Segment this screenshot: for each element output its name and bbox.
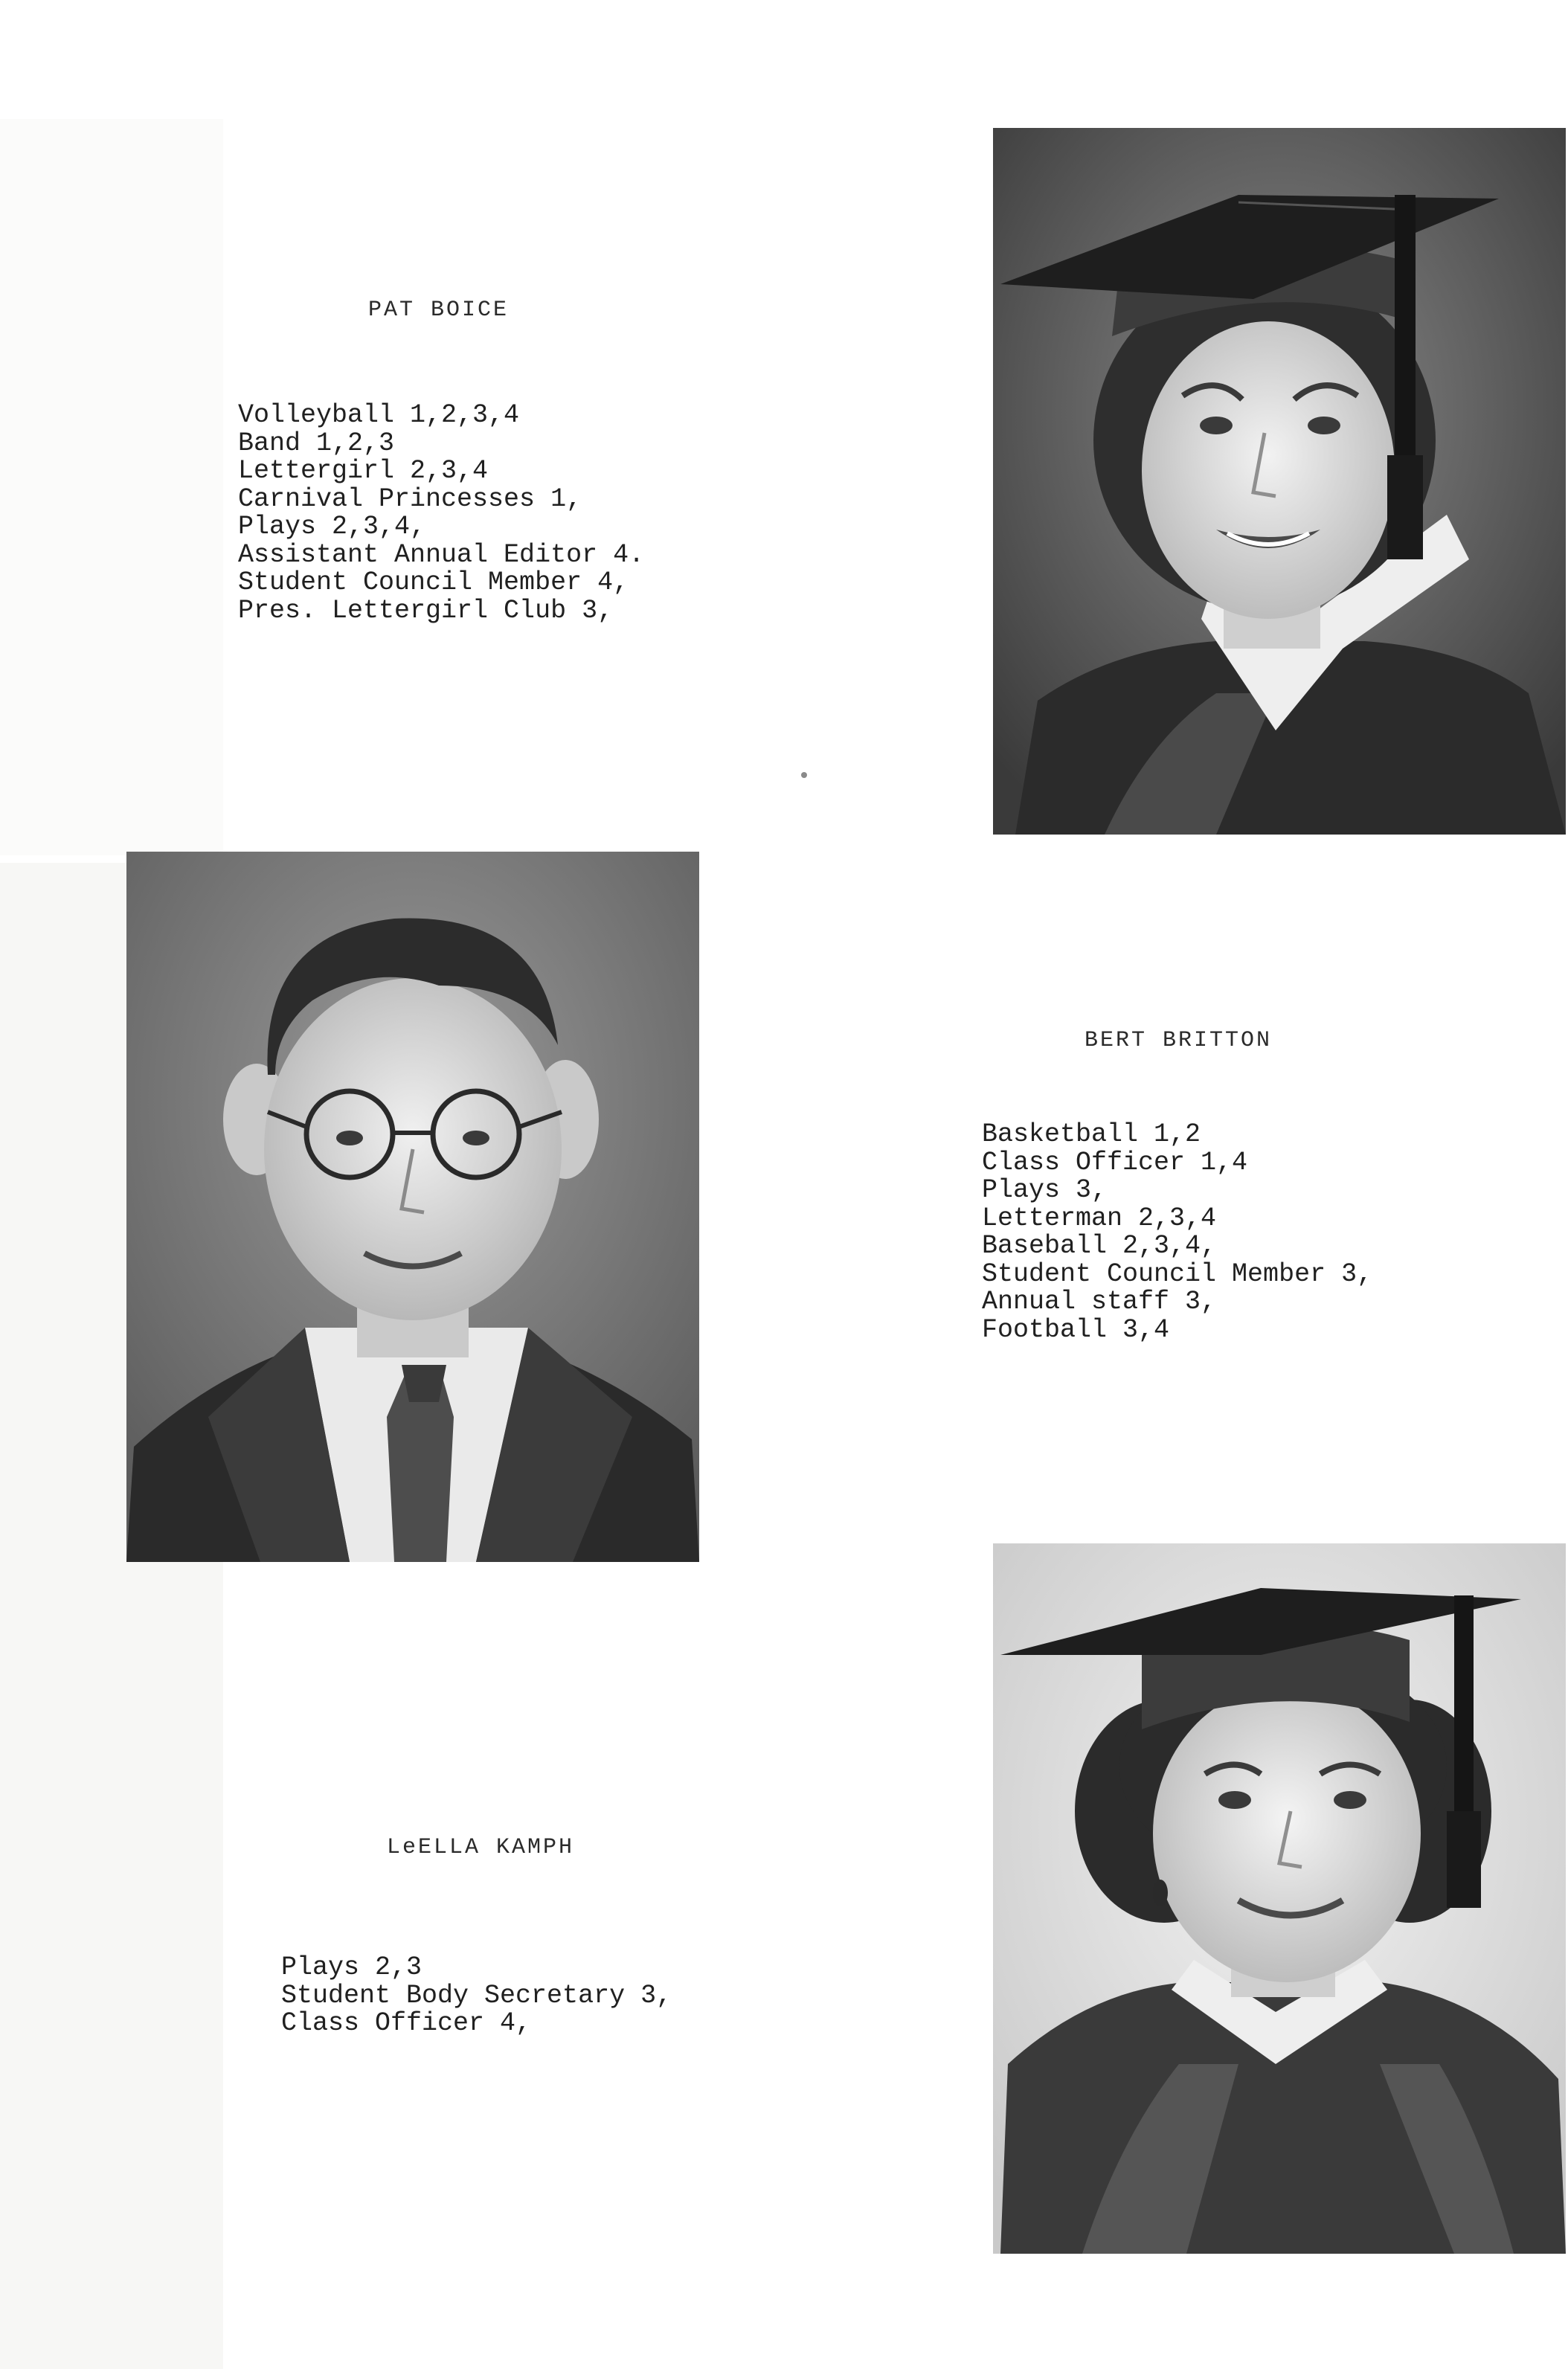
activity-item: Volleyball 1,2,3,4 [238, 400, 520, 430]
activity-item: Plays 3, [982, 1175, 1108, 1205]
paper-speck [801, 772, 807, 778]
activity-list-pat-boice [238, 402, 644, 625]
student-name-pat-boice: PAT BOICE [368, 298, 510, 323]
activity-item: Plays 2,3,4, [238, 512, 426, 541]
activity-item: Letterman 2,3,4 [982, 1203, 1217, 1233]
activity-item: Student Body Secretary 3, [281, 1980, 672, 2010]
activity-item: Baseball 2,3,4, [982, 1231, 1217, 1261]
activity-item: Class Officer 4, [281, 2008, 532, 2038]
activity-item: Assistant Annual Editor 4. [238, 539, 645, 570]
activity-item: Annual staff 3, [982, 1287, 1217, 1317]
portrait-graduate-icon [993, 1543, 1566, 2254]
portrait-bert-britton [126, 852, 699, 1562]
portrait-graduate-icon [993, 128, 1566, 835]
activity-list-leella-kamph [281, 1954, 672, 2038]
activity-item: Basketball 1,2 [982, 1119, 1201, 1149]
portrait-pat-boice [993, 128, 1566, 835]
student-name-leella-kamph: LeELLA KAMPH [387, 1835, 575, 1860]
activity-item: Class Officer 1,4 [982, 1147, 1248, 1177]
activity-item: Student Council Member 3, [982, 1259, 1373, 1289]
activity-item: Lettergirl 2,3,4 [238, 456, 489, 486]
scan-shadow [0, 119, 223, 855]
activity-item: Student Council Member 4, [238, 568, 629, 597]
portrait-man-icon [126, 852, 699, 1562]
portrait-leella-kamph [993, 1543, 1566, 2254]
activity-item: Football 3,4 [982, 1314, 1170, 1345]
activity-item: Band 1,2,3 [238, 428, 395, 458]
activity-item: Pres. Lettergirl Club 3, [238, 595, 614, 626]
activity-item: Plays 2,3 [281, 1952, 422, 1982]
activity-list-bert-britton [982, 1121, 1372, 1344]
activity-item: Carnival Princesses 1, [238, 483, 582, 514]
student-name-bert-britton: BERT BRITTON [1085, 1028, 1273, 1053]
